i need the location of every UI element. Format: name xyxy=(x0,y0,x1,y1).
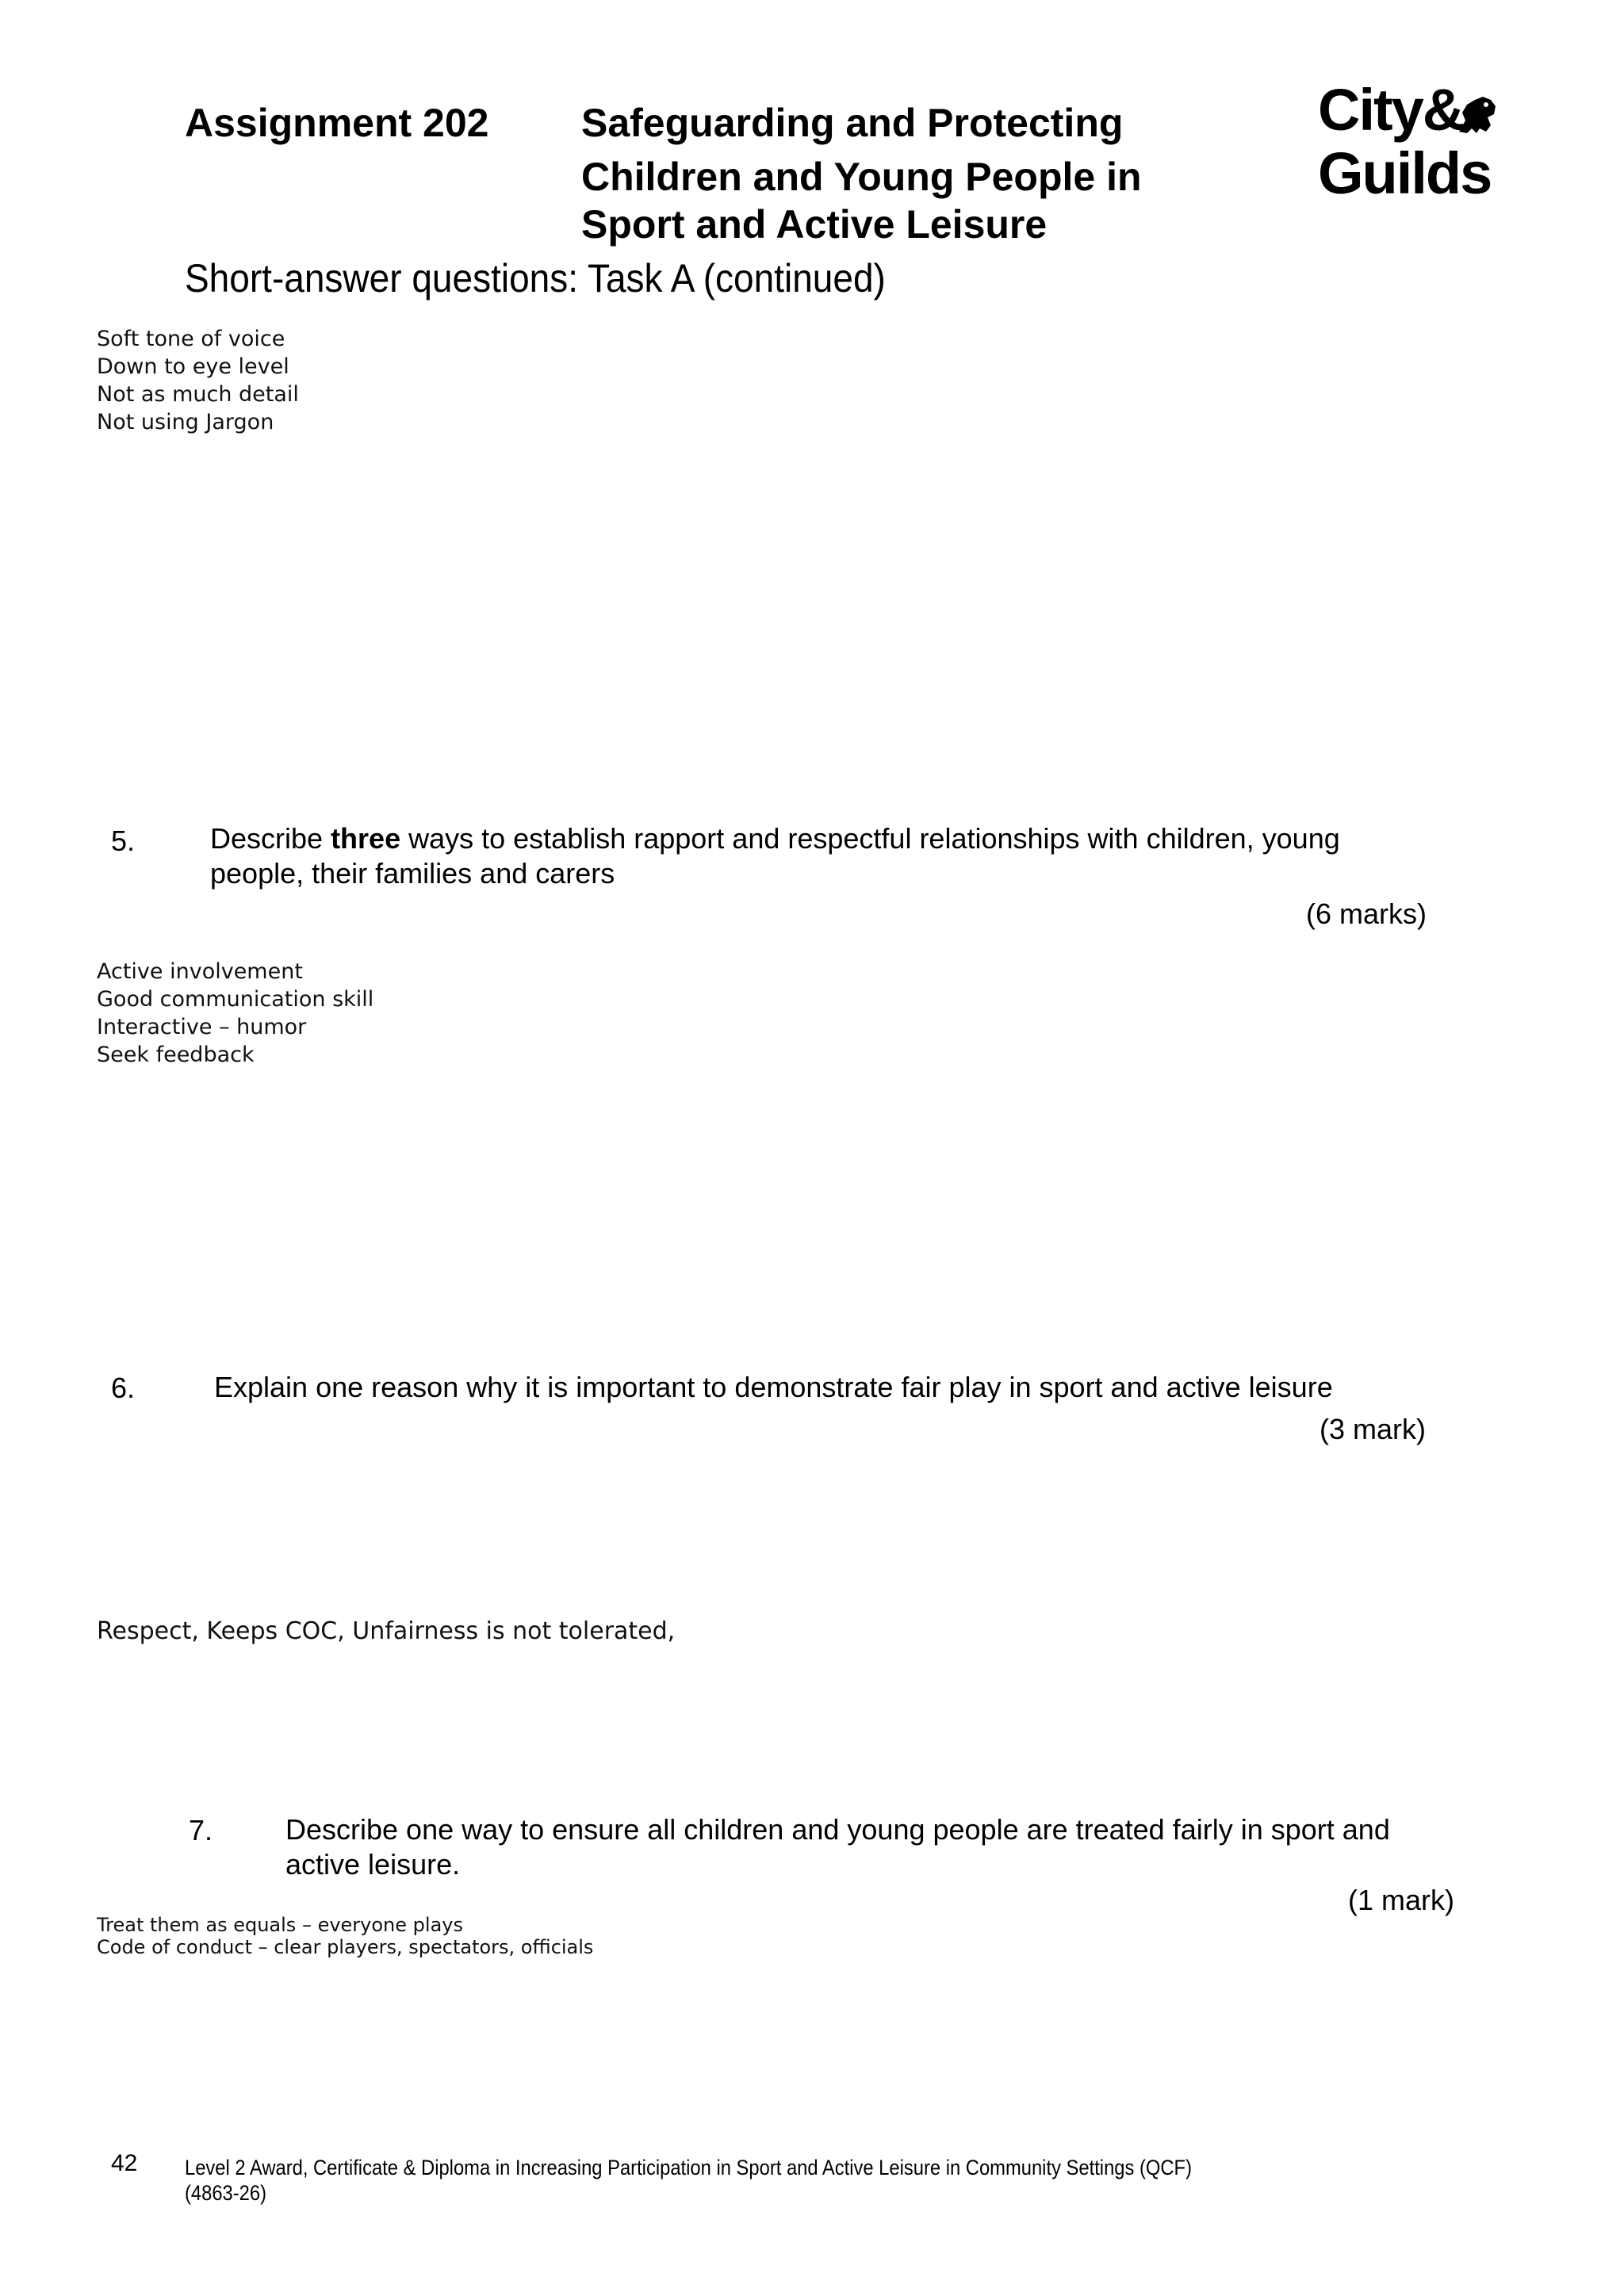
footer-qualification-title: Level 2 Award, Certificate & Diploma in Increasing Participation in Sport and Active Leisure in Community Settings (QCF) xyxy=(185,2156,1192,2179)
answer-previous-question xyxy=(97,325,299,436)
task-subtitle: Short-answer questions: Task A (continued) xyxy=(185,256,886,300)
logo-text-line-1: City& xyxy=(1318,77,1464,143)
logo-text-line-2: Guilds xyxy=(1318,140,1492,206)
answer-line: Code of conduct – clear players, spectators, officials xyxy=(97,1936,594,1958)
answer-line: Active involvement xyxy=(97,959,303,984)
answer-question-7 xyxy=(97,1914,593,1958)
lion-icon xyxy=(1451,89,1502,140)
answer-line: Down to eye level xyxy=(97,354,289,379)
answer-line: Not as much detail xyxy=(97,382,299,407)
answer-line: Treat them as equals – everyone plays xyxy=(97,1914,463,1936)
answer-line: Seek feedback xyxy=(97,1043,255,1067)
city-and-guilds-logo xyxy=(1318,77,1508,217)
question-5-marks: (6 marks) xyxy=(1306,897,1427,930)
answer-line: Interactive – humor xyxy=(97,1015,307,1039)
question-7-marks: (1 mark) xyxy=(1348,1884,1454,1916)
answer-question-5 xyxy=(97,958,373,1069)
answer-line: Not using Jargon xyxy=(97,410,274,434)
answer-line: Good communication skill xyxy=(97,987,374,1012)
question-5-text-line-2: people, their families and carers xyxy=(210,857,615,890)
answer-line: Soft tone of voice xyxy=(97,327,285,351)
question-5-text xyxy=(210,821,1340,856)
question-7-number: 7. xyxy=(189,1814,213,1846)
question-5-emphasis: three xyxy=(331,822,401,855)
assignment-title-line-3: Sport and Active Leisure xyxy=(581,202,1048,247)
footer-qualification-code: (4863-26) xyxy=(185,2181,267,2205)
assignment-title-line-1: Safeguarding and Protecting xyxy=(581,101,1124,145)
question-6-number: 6. xyxy=(111,1372,136,1404)
question-6-marks: (3 mark) xyxy=(1320,1413,1426,1445)
question-5-number: 5. xyxy=(111,825,136,857)
answer-question-6: Respect, Keeps COC, Unfairness is not tolerated, xyxy=(97,1617,676,1645)
question-5-text-end: ways to establish rapport and respectful relationships with children, young xyxy=(400,822,1340,855)
question-5-text-start: Describe xyxy=(210,822,331,855)
question-7-text-line-2: active leisure. xyxy=(285,1848,461,1881)
assignment-label: Assignment 202 xyxy=(185,101,489,145)
question-6-text: Explain one reason why it is important to demonstrate fair play in sport and active leisure xyxy=(214,1371,1333,1403)
question-7-text: Describe one way to ensure all children and young people are treated fairly in sport and xyxy=(285,1813,1390,1846)
page-number: 42 xyxy=(111,2150,138,2176)
assignment-title-line-2: Children and Young People in xyxy=(581,155,1142,199)
